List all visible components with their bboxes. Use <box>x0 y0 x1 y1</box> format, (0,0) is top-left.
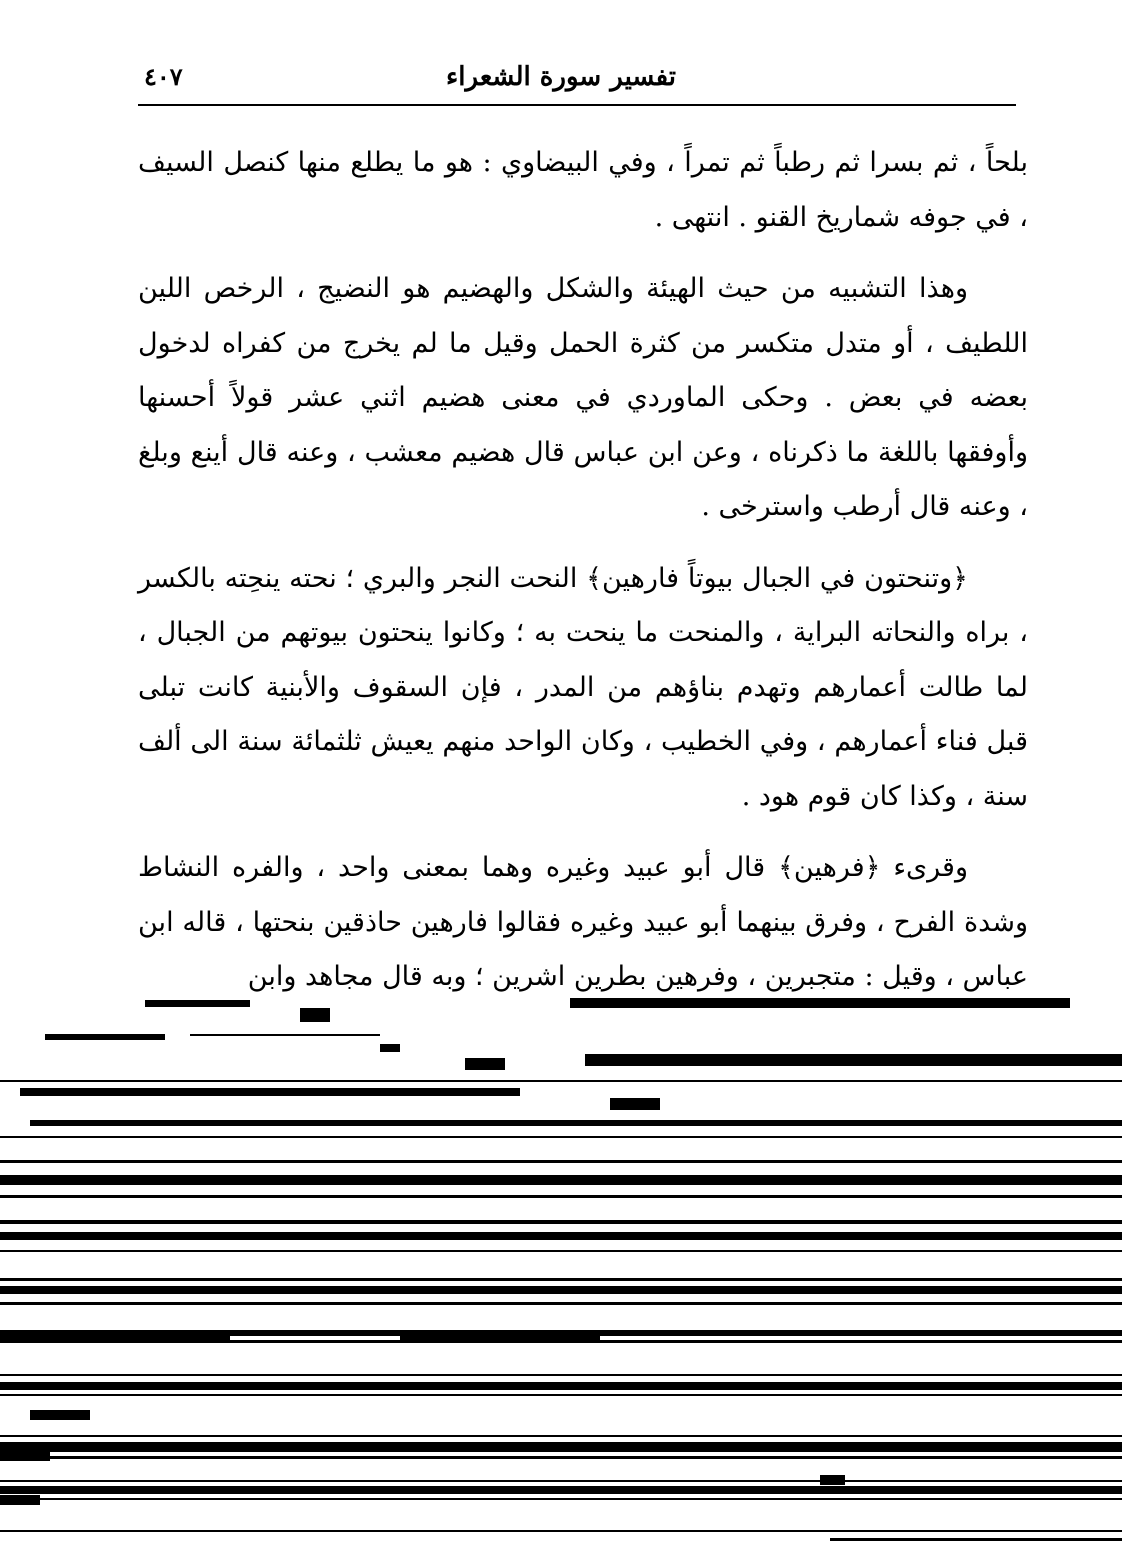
scan-distortion <box>0 990 1122 1560</box>
header-rule <box>138 104 1016 106</box>
paragraph: بلحاً ، ثم بسرا ثم رطباً ثم تمراً ، وفي البيضاوي : هو ما يطلع منها كنصل السيف ، في جوفه شماريخ القنو . انتهى . <box>138 147 1028 233</box>
paragraph: وهذا التشبيه من حيث الهيئة والشكل والهضيم هو النضيج ، الرخص اللين اللطيف ، أو متدل متكسر من كثرة الحمل وقيل ما لم يخرج من كفراه لدخول بعضه في بعض . وحكى الماوردي في معنى هضيم اثني عشر قولاً أحسنها وأوفقها باللغة ما ذكرناه ، وعن ابن عباس قال هضيم معشب ، وعنه قال أينع وبلغ ، وعنه قال أرطب واسترخى . <box>138 273 1028 522</box>
body-text <box>138 136 1028 1022</box>
paragraph: ﴿وتنحتون في الجبال بيوتاً فارهين﴾ النحت النجر والبري ؛ نحته ينحِته بالكسر ، براه والنحاته البراية ، والمنحت ما ينحت به ؛ وكانوا ينحتون بيوتهم من الجبال ، لما طالت أعمارهم وتهدم بناؤهم من المدر ، فإن السقوف والأبنية كانت تبلى قبل فناء أعمارهم ، وفي الخطيب ، وكان الواحد منهم يعيش ثلثمائة سنة الى ألف سنة ، وكذا كان قوم هود . <box>138 562 1028 812</box>
running-title: تفسير سورة الشعراء <box>446 62 676 92</box>
scan-noise-graphic <box>0 990 1122 1560</box>
page-number: ٤٠٧ <box>144 62 183 91</box>
paragraph: وقرىء ﴿فرهين﴾ قال أبو عبيد وغيره وهما بمعنى واحد ، والفره النشاط وشدة الفرح ، وفرق بينهما أبو عبيد وغيره فقالوا فارهين حاذقين بنحتها ، قاله ابن عباس ، وقيل : متجبرين ، وفرهين بطرين اشرين ؛ وبه قال مجاهد وابن <box>138 852 1028 992</box>
page-header <box>138 58 1016 104</box>
